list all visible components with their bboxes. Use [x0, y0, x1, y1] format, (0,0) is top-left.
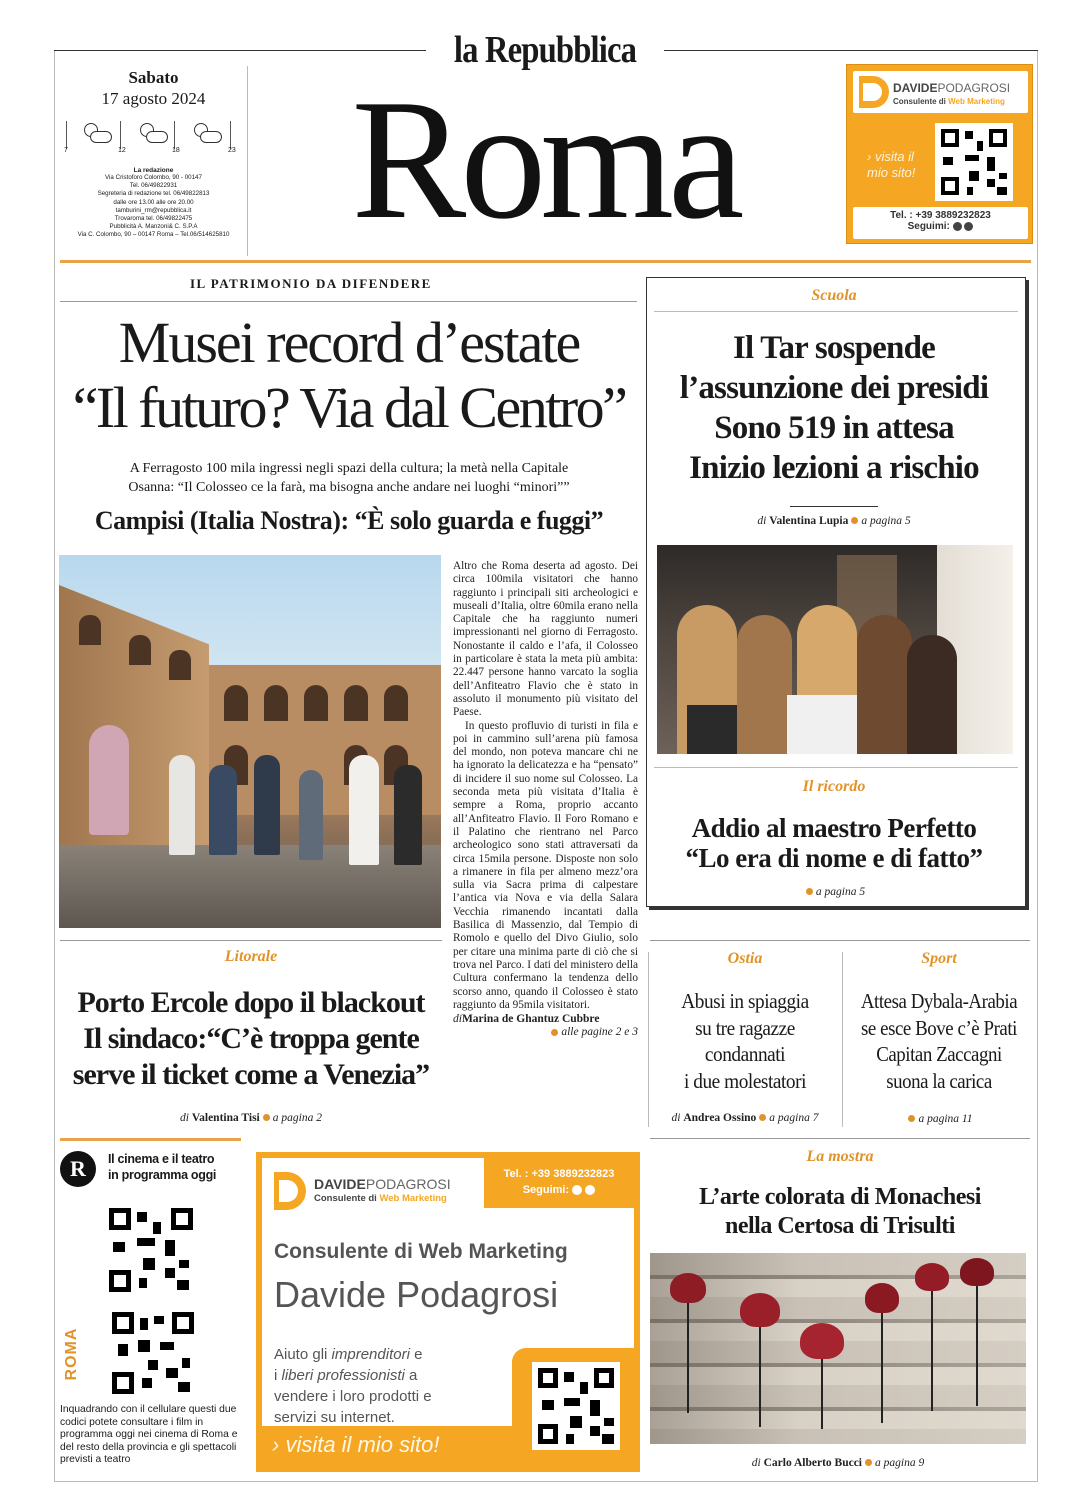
- cinema-title-1: Il cinema e il teatro: [108, 1152, 215, 1166]
- art-installation-photo: [650, 1253, 1026, 1444]
- redazione-line: Via Cristoforo Colombo, 90 - 00147: [105, 174, 202, 181]
- scuola-headline-line: l’assunzione dei presidi: [679, 370, 989, 406]
- students-photo: [657, 545, 1013, 754]
- scuola-headline-line: Inizio lezioni a rischio: [689, 450, 979, 486]
- scuola-headline: [646, 328, 1022, 488]
- main-pages[interactable]: alle pagine 2 e 3: [561, 1026, 638, 1039]
- repubblica-logo-icon[interactable]: R: [60, 1151, 96, 1187]
- temp-4: 23: [228, 147, 236, 154]
- redazione-line: Tel. 06/49822931: [129, 182, 178, 190]
- kicker-ostia: Ostia: [727, 950, 763, 967]
- ad-phone[interactable]: Tel. : +39 3889232823: [890, 210, 991, 221]
- edition-title: Roma: [351, 65, 739, 255]
- ad-bottom-name: Davide Podagrosi: [274, 1274, 559, 1315]
- sport-headline-line: suona la carica: [886, 1068, 992, 1093]
- main-body-p1: Altro che Roma deserta ad agosto. Dei circa 100mila visitatori che hanno raggiunto i principali siti archeologici e museali d’Italia, oltre 60mila erano nella Capitale che ha raggiunto numeri impressionanti nel giorno di Ferragosto. Nonostante il caldo e l’afa, il Colosseo in particolare è stata la meta più ambita: 22.447 persone hanno varcato la soglia dell’Anfiteatro Flavio che è stato in assoluto il monumento più visitato del Paese.: [453, 560, 638, 719]
- ad-subtitle-accent: Web Marketing: [948, 97, 1005, 106]
- litorale-page[interactable]: a pagina 2: [272, 1112, 322, 1124]
- rule: [650, 1138, 1030, 1139]
- main-headline-2: “Il futuro? Via dal Centro”: [72, 375, 626, 440]
- mostra-headline-2: nella Certosa di Trisulti: [725, 1213, 955, 1239]
- main-byline-author[interactable]: Marina de Ghantuz Cubbre: [461, 1013, 600, 1026]
- main-body: [453, 560, 638, 1040]
- ostia-headline-line: condannati: [704, 1042, 786, 1066]
- main-summary-1: A Ferragosto 100 mila ingressi negli spazi della cultura; la metà nella Capitale: [129, 461, 569, 476]
- scuola-headline-line: Il Tar sospende: [733, 330, 935, 366]
- redazione-line: Segreteria di redazione tel. 06/49822813: [97, 190, 210, 198]
- ad-bottom-title: Consulente di Web Marketing: [274, 1240, 568, 1263]
- main-body-p2: In questo profluvio di turisti in fila e poi in cammino sull’arena più famosa del mondo, non poteva mancare chi ne ha ignorato la delicatezza e ha “pensato” di incidere il suo nome sul Colosseo. La seconda meta più visitata d’Italia è sempre a Roma, proprio accanto all’Anfiteatro Flavio. Il Foro Romano e il Palatino che rientrano nel Parco archeologico sono stati attraversati da circa 15mila persone. Disposte non solo a rimanere in fila per almeno mezz’ora sulla via Sacra prima di calpestare l’antica via Nova e via della Salara Vecchia rimanendo incantati dalla Basilica di Massenzio, dal Tempio di Romolo e quello del Divo Giulio, solo per citare una minima parte di ciò che si trova nel Parco. I dati del ministero della Cultura confermano la tendenza dello scorso anno, quando il Colosseo è stato raggiunto da 95mila visitatori.: [453, 719, 638, 1011]
- mostra-headline-1: L’arte colorata di Monachesi: [699, 1184, 981, 1210]
- facebook-icon[interactable]: [585, 1185, 595, 1195]
- cinema-side-label: ROMA: [63, 1327, 80, 1381]
- qr-code-cinema-icon[interactable]: [109, 1208, 193, 1292]
- masthead-divider: [60, 260, 1031, 263]
- scuola-headline-line: Sono 519 in attesa: [714, 410, 954, 446]
- rule: [654, 311, 1018, 312]
- ostia-headline: [658, 988, 833, 1094]
- cloud-sun-icon: [136, 123, 170, 145]
- masthead-rule-left: [54, 50, 426, 51]
- litorale-author[interactable]: Valentina Tisi: [191, 1112, 260, 1124]
- rule: [60, 940, 442, 941]
- qr-code-icon[interactable]: [935, 123, 1013, 201]
- rule: [790, 506, 878, 507]
- d-logo-icon: [859, 76, 889, 108]
- litorale-headline-line: serve il ticket come a Venezia”: [72, 1058, 430, 1091]
- ostia-headline-line: su tre ragazze: [695, 1015, 795, 1040]
- ad-bottom-phone[interactable]: Tel. : +39 3889232823: [503, 1168, 615, 1180]
- temp-1: 7: [64, 147, 68, 154]
- date: 17 agosto 2024: [101, 89, 206, 108]
- main-headline-1: Musei record d’estate: [118, 310, 580, 375]
- mostra-page[interactable]: a pagina 9: [875, 1457, 925, 1469]
- litorale-headline-line: Porto Ercole dopo il blackout: [77, 986, 425, 1019]
- weather-strip: [60, 119, 247, 159]
- kicker-litorale: Litorale: [224, 948, 278, 965]
- kicker-scuola: Scuola: [811, 287, 857, 304]
- ad-brand-last: PODAGROSI: [937, 81, 1011, 95]
- scuola-byline: di Valentina Lupia a pagina 5: [757, 515, 911, 527]
- cinema-top-bar: [60, 1138, 241, 1141]
- mostra-author[interactable]: Carlo Alberto Bucci: [763, 1457, 862, 1469]
- redazione-title: La redazione: [133, 167, 174, 174]
- ricordo-headline-2: “Lo era di nome e di fatto”: [685, 843, 983, 873]
- ad-bottom-copy: Aiuto gli imprenditori e i liberi professionisti a vendere i loro prodotti e servizi su internet.: [274, 1346, 432, 1426]
- cinema-title-2: in programma oggi: [108, 1168, 217, 1182]
- main-byline-prefix: di: [453, 1013, 462, 1026]
- sport-headline: [848, 988, 1030, 1094]
- ad-bottom-subtitle: Consulente di: [314, 1193, 380, 1204]
- weekday: Sabato: [128, 68, 179, 87]
- ad-bottom[interactable]: [256, 1152, 640, 1472]
- ad-brand-first: DAVIDE: [893, 81, 938, 95]
- brand-logo[interactable]: la Repubblica: [453, 29, 637, 71]
- kicker-ricordo: Il ricordo: [802, 778, 866, 795]
- sport-headline-line: Capitan Zaccagni: [876, 1042, 1002, 1066]
- kicker-sport: Sport: [921, 950, 957, 967]
- redazione-line: Via C. Colombo, 90 – 00147 Roma – Tel.06/514625810: [77, 231, 230, 239]
- litorale-headline-line: Il sindaco:“C’è troppa gente: [83, 1022, 419, 1055]
- redazione-line: dalle ore 13.00 alle ore 20.00: [113, 198, 194, 206]
- ostia-headline-line: Abusi in spiaggia: [681, 989, 809, 1013]
- sport-headline-line: se esce Bove c’è Prati: [861, 1015, 1017, 1040]
- cloud-sun-icon: [80, 123, 114, 145]
- ad-bottom-subtitle-accent: Web Marketing: [379, 1193, 447, 1204]
- litorale-byline: di Valentina Tisi a pagina 2: [180, 1112, 322, 1124]
- sport-page[interactable]: a pagina 11: [918, 1113, 973, 1125]
- scuola-author[interactable]: Valentina Lupia: [769, 515, 849, 527]
- column-divider: [648, 952, 649, 1127]
- redazione-line: Trovaroma tel. 06/49822475: [114, 215, 193, 223]
- litorale-headline: [50, 985, 452, 1093]
- ricordo-headline-1: Addio al maestro Perfetto: [691, 813, 977, 843]
- qr-code-teatro-icon[interactable]: [112, 1312, 194, 1394]
- date-box: [60, 66, 248, 256]
- ad-top[interactable]: [846, 64, 1033, 244]
- ostia-page[interactable]: a pagina 7: [769, 1112, 819, 1124]
- masthead-rule-right: [664, 50, 1038, 51]
- ricordo-page[interactable]: a pagina 5: [815, 886, 866, 898]
- ostia-headline-line: i due molestatori: [683, 1068, 807, 1093]
- ricordo-byline: [646, 886, 1022, 898]
- main-subhead: Campisi (Italia Nostra): “È solo guarda e fuggi”: [94, 506, 604, 535]
- mostra-byline: di Carlo Alberto Bucci a pagina 9: [751, 1457, 925, 1469]
- ad-bottom-cta[interactable]: › visita il mio sito!: [272, 1432, 440, 1457]
- sport-headline-line: Attesa Dybala-Arabia: [860, 989, 1018, 1013]
- ostia-author[interactable]: Andrea Ossino: [683, 1112, 757, 1124]
- colosseum-photo: [59, 555, 441, 928]
- temp-3: 18: [172, 147, 180, 154]
- cloud-sun-icon: [190, 123, 224, 145]
- ad-cta-line1[interactable]: › visita il: [867, 149, 914, 164]
- ad-bottom-brand-last: PODAGROSI: [365, 1176, 451, 1192]
- column-divider: [842, 952, 843, 1127]
- ad-follow: Seguimi:: [907, 221, 950, 232]
- scuola-page[interactable]: a pagina 5: [861, 515, 911, 527]
- ad-bottom-brand-first: DAVIDE: [314, 1176, 366, 1192]
- cinema-caption: Inquadrando con il cellulare questi due codici potete consultare i film in programma oggi nei cinema di Roma e del resto della provincia e gli spettacoli previsti a teatro: [60, 1404, 238, 1466]
- ad-cta-line2[interactable]: mio sito!: [867, 165, 916, 180]
- sport-byline: [845, 1113, 1033, 1125]
- ostia-byline: di Andrea Ossino a pagina 7: [671, 1112, 819, 1124]
- temp-2: 12: [118, 147, 126, 154]
- qr-code-icon[interactable]: [532, 1362, 620, 1450]
- section-label: IL PATRIMONIO DA DIFENDERE: [190, 276, 432, 291]
- redazione-line: tamburini_rm@repubblica.it: [115, 206, 192, 214]
- kicker-mostra: La mostra: [806, 1148, 874, 1165]
- redazione-line: Pubblicità A. Manzoni& C. S.P.A: [109, 223, 198, 231]
- rule: [654, 767, 1018, 768]
- section-rule: [60, 301, 637, 302]
- main-summary-2: Osanna: “Il Colosseo ce la farà, ma bisogna anche andare nei luoghi “minori””: [128, 480, 570, 495]
- facebook-icon[interactable]: [964, 222, 973, 231]
- ad-bottom-follow: Seguimi:: [522, 1184, 570, 1196]
- rule: [650, 940, 1030, 941]
- ad-subtitle: Consulente di: [893, 97, 949, 106]
- instagram-icon[interactable]: [953, 222, 962, 231]
- instagram-icon[interactable]: [572, 1185, 582, 1195]
